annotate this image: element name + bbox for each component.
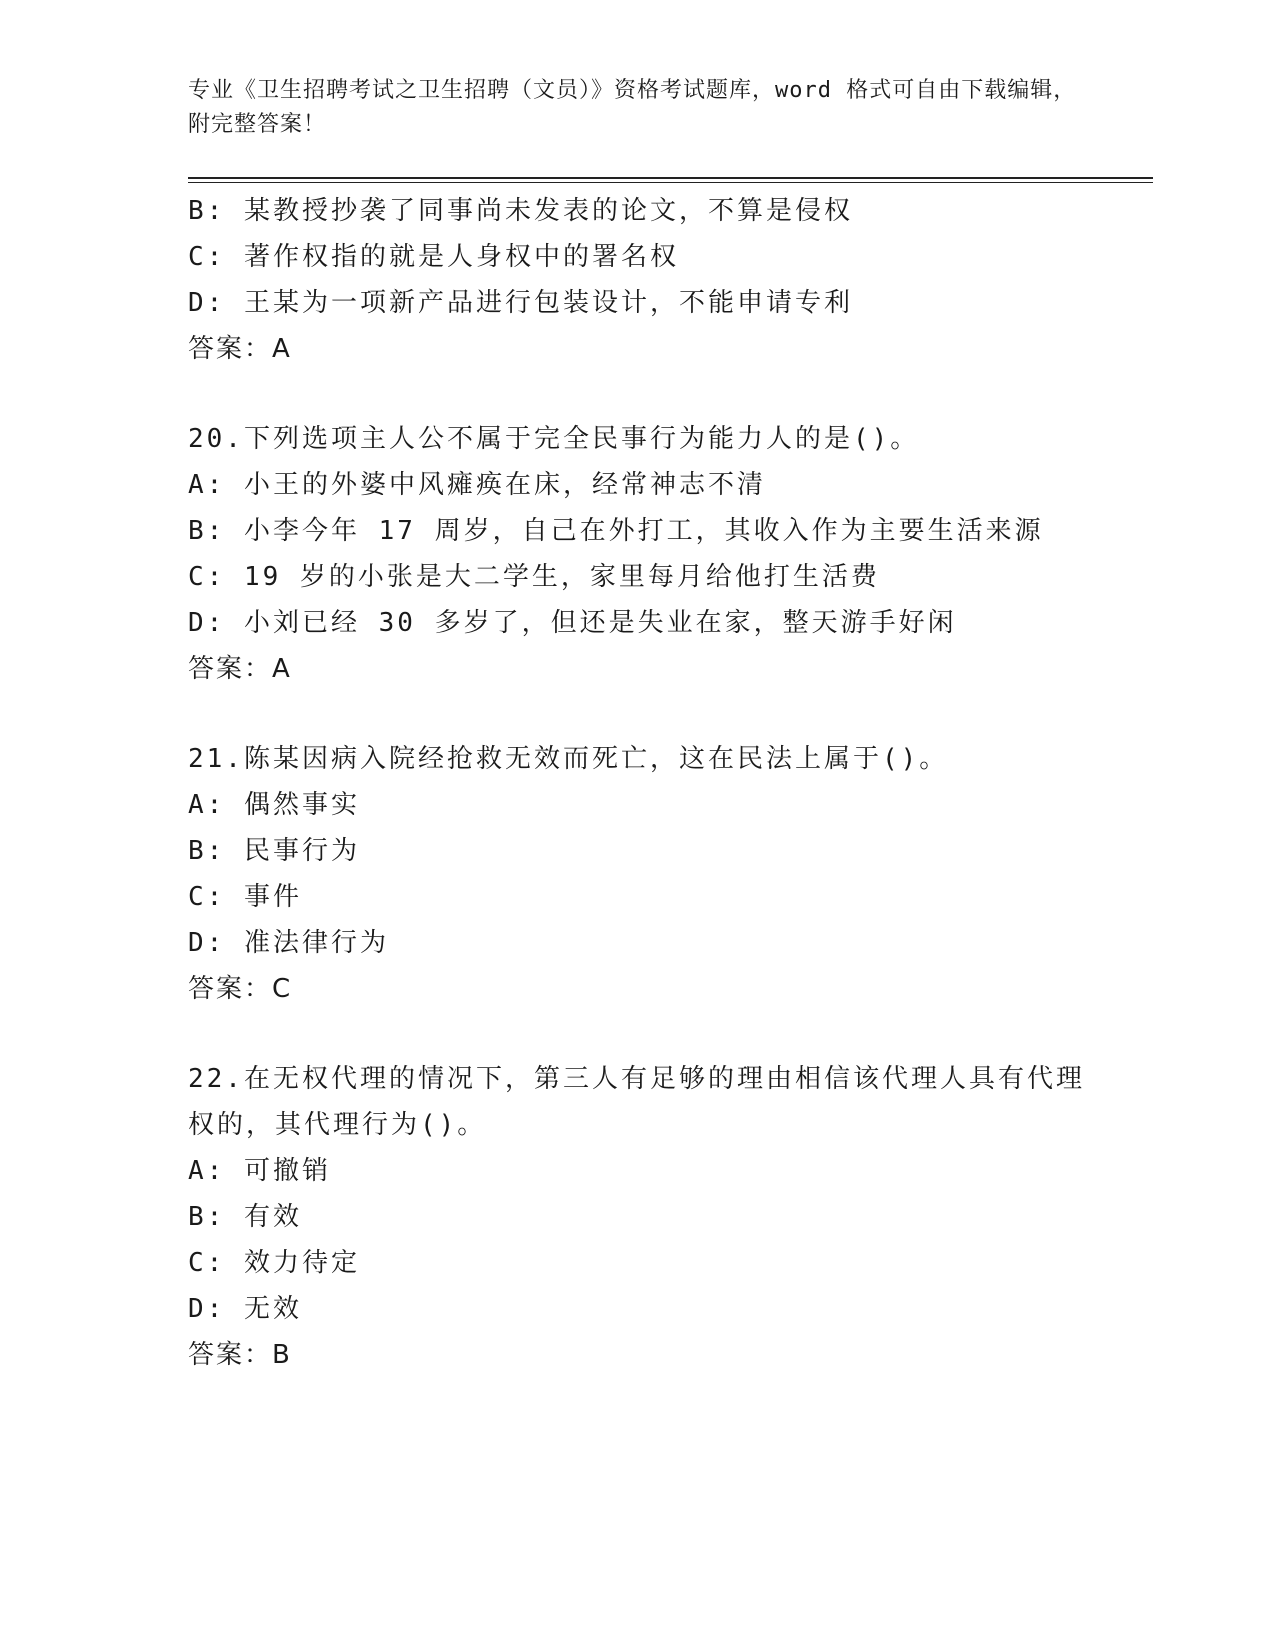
question-21 [188,736,1088,1012]
option-b: B: 某教授抄袭了同事尚未发表的论文，不算是侵权 [188,196,853,226]
answer-line: 答案：B [188,1340,292,1370]
option-c: C: 效力待定 [188,1248,360,1278]
option-d: D: 王某为一项新产品进行包装设计，不能申请专利 [188,288,853,318]
option-d: D: 无效 [188,1294,302,1324]
question-stem: 21.陈某因病入院经抢救无效而死亡，这在民法上属于()。 [188,744,949,774]
option-b: B: 有效 [188,1202,302,1232]
question-22 [188,1056,1088,1378]
question-20 [188,416,1088,692]
option-a: A: 可撤销 [188,1156,331,1186]
option-b: B: 小李今年 17 周岁，自己在外打工，其收入作为主要生活来源 [188,516,1044,546]
question-list [188,188,1088,1378]
spacer [188,372,1088,416]
question-stem: 20.下列选项主人公不属于完全民事行为能力人的是()。 [188,424,920,454]
question-stem: 22.在无权代理的情况下，第三人有足够的理由相信该代理人具有代理权的，其代理行为()。 [188,1064,1085,1140]
option-d: D: 准法律行为 [188,928,389,958]
answer-line: 答案：C [188,974,293,1004]
option-b: B: 民事行为 [188,836,360,866]
header-divider-thick [188,177,1153,179]
answer-line: 答案：A [188,654,292,684]
question-19-continued [188,188,1088,372]
option-d: D: 小刘已经 30 多岁了，但还是失业在家，整天游手好闲 [188,608,957,638]
option-c: C: 著作权指的就是人身权中的署名权 [188,242,679,272]
header-divider-thin [188,182,1153,183]
option-c: C: 事件 [188,882,302,912]
spacer [188,692,1088,736]
option-a: A: 偶然事实 [188,790,360,820]
document-header: 专业《卫生招聘考试之卫生招聘（文员）》资格考试题库，word 格式可自由下载编辑，附完整答案！ [188,78,1077,137]
spacer [188,1012,1088,1056]
answer-line: 答案：A [188,334,292,364]
option-a: A: 小王的外婆中风瘫痪在床，经常神志不清 [188,470,766,500]
option-c: C: 19 岁的小张是大二学生，家里每月给他打生活费 [188,562,880,592]
